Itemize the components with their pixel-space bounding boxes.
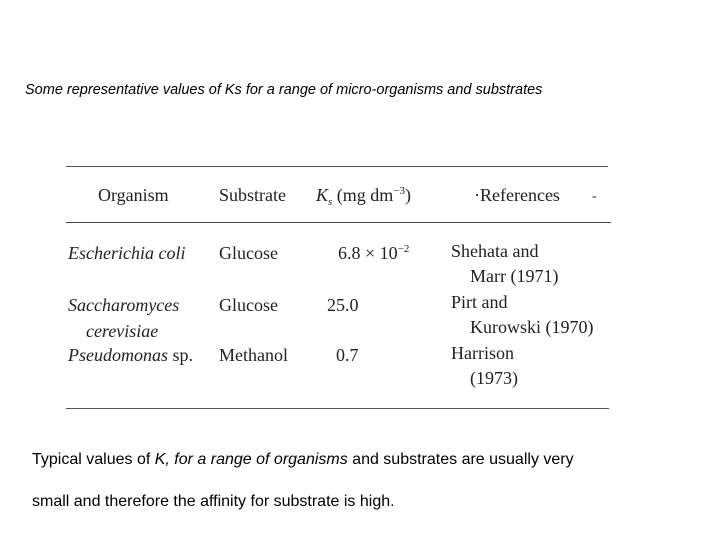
header-organism: Organism xyxy=(98,185,169,205)
row2-ks: 25.0 xyxy=(327,295,359,315)
row3-substrate: Methanol xyxy=(219,345,288,365)
row2-organism-line2: cerevisiae xyxy=(86,321,159,341)
body-line-1b: K, for a range of organisms xyxy=(154,451,348,468)
row2-ref-line1: Pirt and xyxy=(451,292,508,312)
row3-organism xyxy=(68,346,193,364)
row1-ks xyxy=(338,244,409,262)
table-bottom-rule xyxy=(66,408,609,409)
ks-symbol: K xyxy=(316,185,329,205)
ks-unit-post: ) xyxy=(405,185,412,205)
body-line-1 xyxy=(32,452,692,468)
ks-unit-pre: (mg dm xyxy=(336,185,394,205)
ks-unit-exp: −3 xyxy=(393,185,406,197)
row3-organism-suffix: sp. xyxy=(168,345,194,365)
row2-substrate: Glucose xyxy=(219,295,278,315)
row1-ref-line2: Marr (1971) xyxy=(470,266,559,286)
row3-organism-name: Pseudomonas xyxy=(68,345,168,365)
row1-ref-line1: Shehata and xyxy=(451,241,539,261)
ks-values-table xyxy=(66,160,611,418)
header-references: ·References xyxy=(474,185,560,205)
row2-organism-line1: Saccharomyces xyxy=(68,295,180,315)
body-line-2: small and therefore the affinity for substrate is high. xyxy=(32,493,395,510)
table-caption: Some representative values of Ks for a range of micro-organisms and substrates xyxy=(25,82,543,98)
table-top-rule xyxy=(66,166,608,167)
body-line-1c: and substrates are usually very xyxy=(347,451,574,468)
row1-ks-base: 6.8 × 10 xyxy=(338,243,398,263)
body-line-1a: Typical values of xyxy=(32,451,155,468)
header-substrate: Substrate xyxy=(219,185,286,205)
row2-ref-line2: Kurowski (1970) xyxy=(470,317,594,337)
body-paragraph xyxy=(32,452,692,510)
row1-substrate: Glucose xyxy=(219,243,278,263)
row3-ref-line2: (1973) xyxy=(470,368,518,388)
table-header-rule xyxy=(66,222,611,223)
row3-ref-line1: Harrison xyxy=(451,343,514,363)
row1-organism: Escherichia coli xyxy=(68,243,186,263)
row1-ks-exp: −2 xyxy=(397,243,410,255)
ks-subscript: s xyxy=(328,196,333,208)
header-tick: - xyxy=(592,189,597,204)
row3-ks: 0.7 xyxy=(336,345,359,365)
header-ks xyxy=(316,185,412,208)
